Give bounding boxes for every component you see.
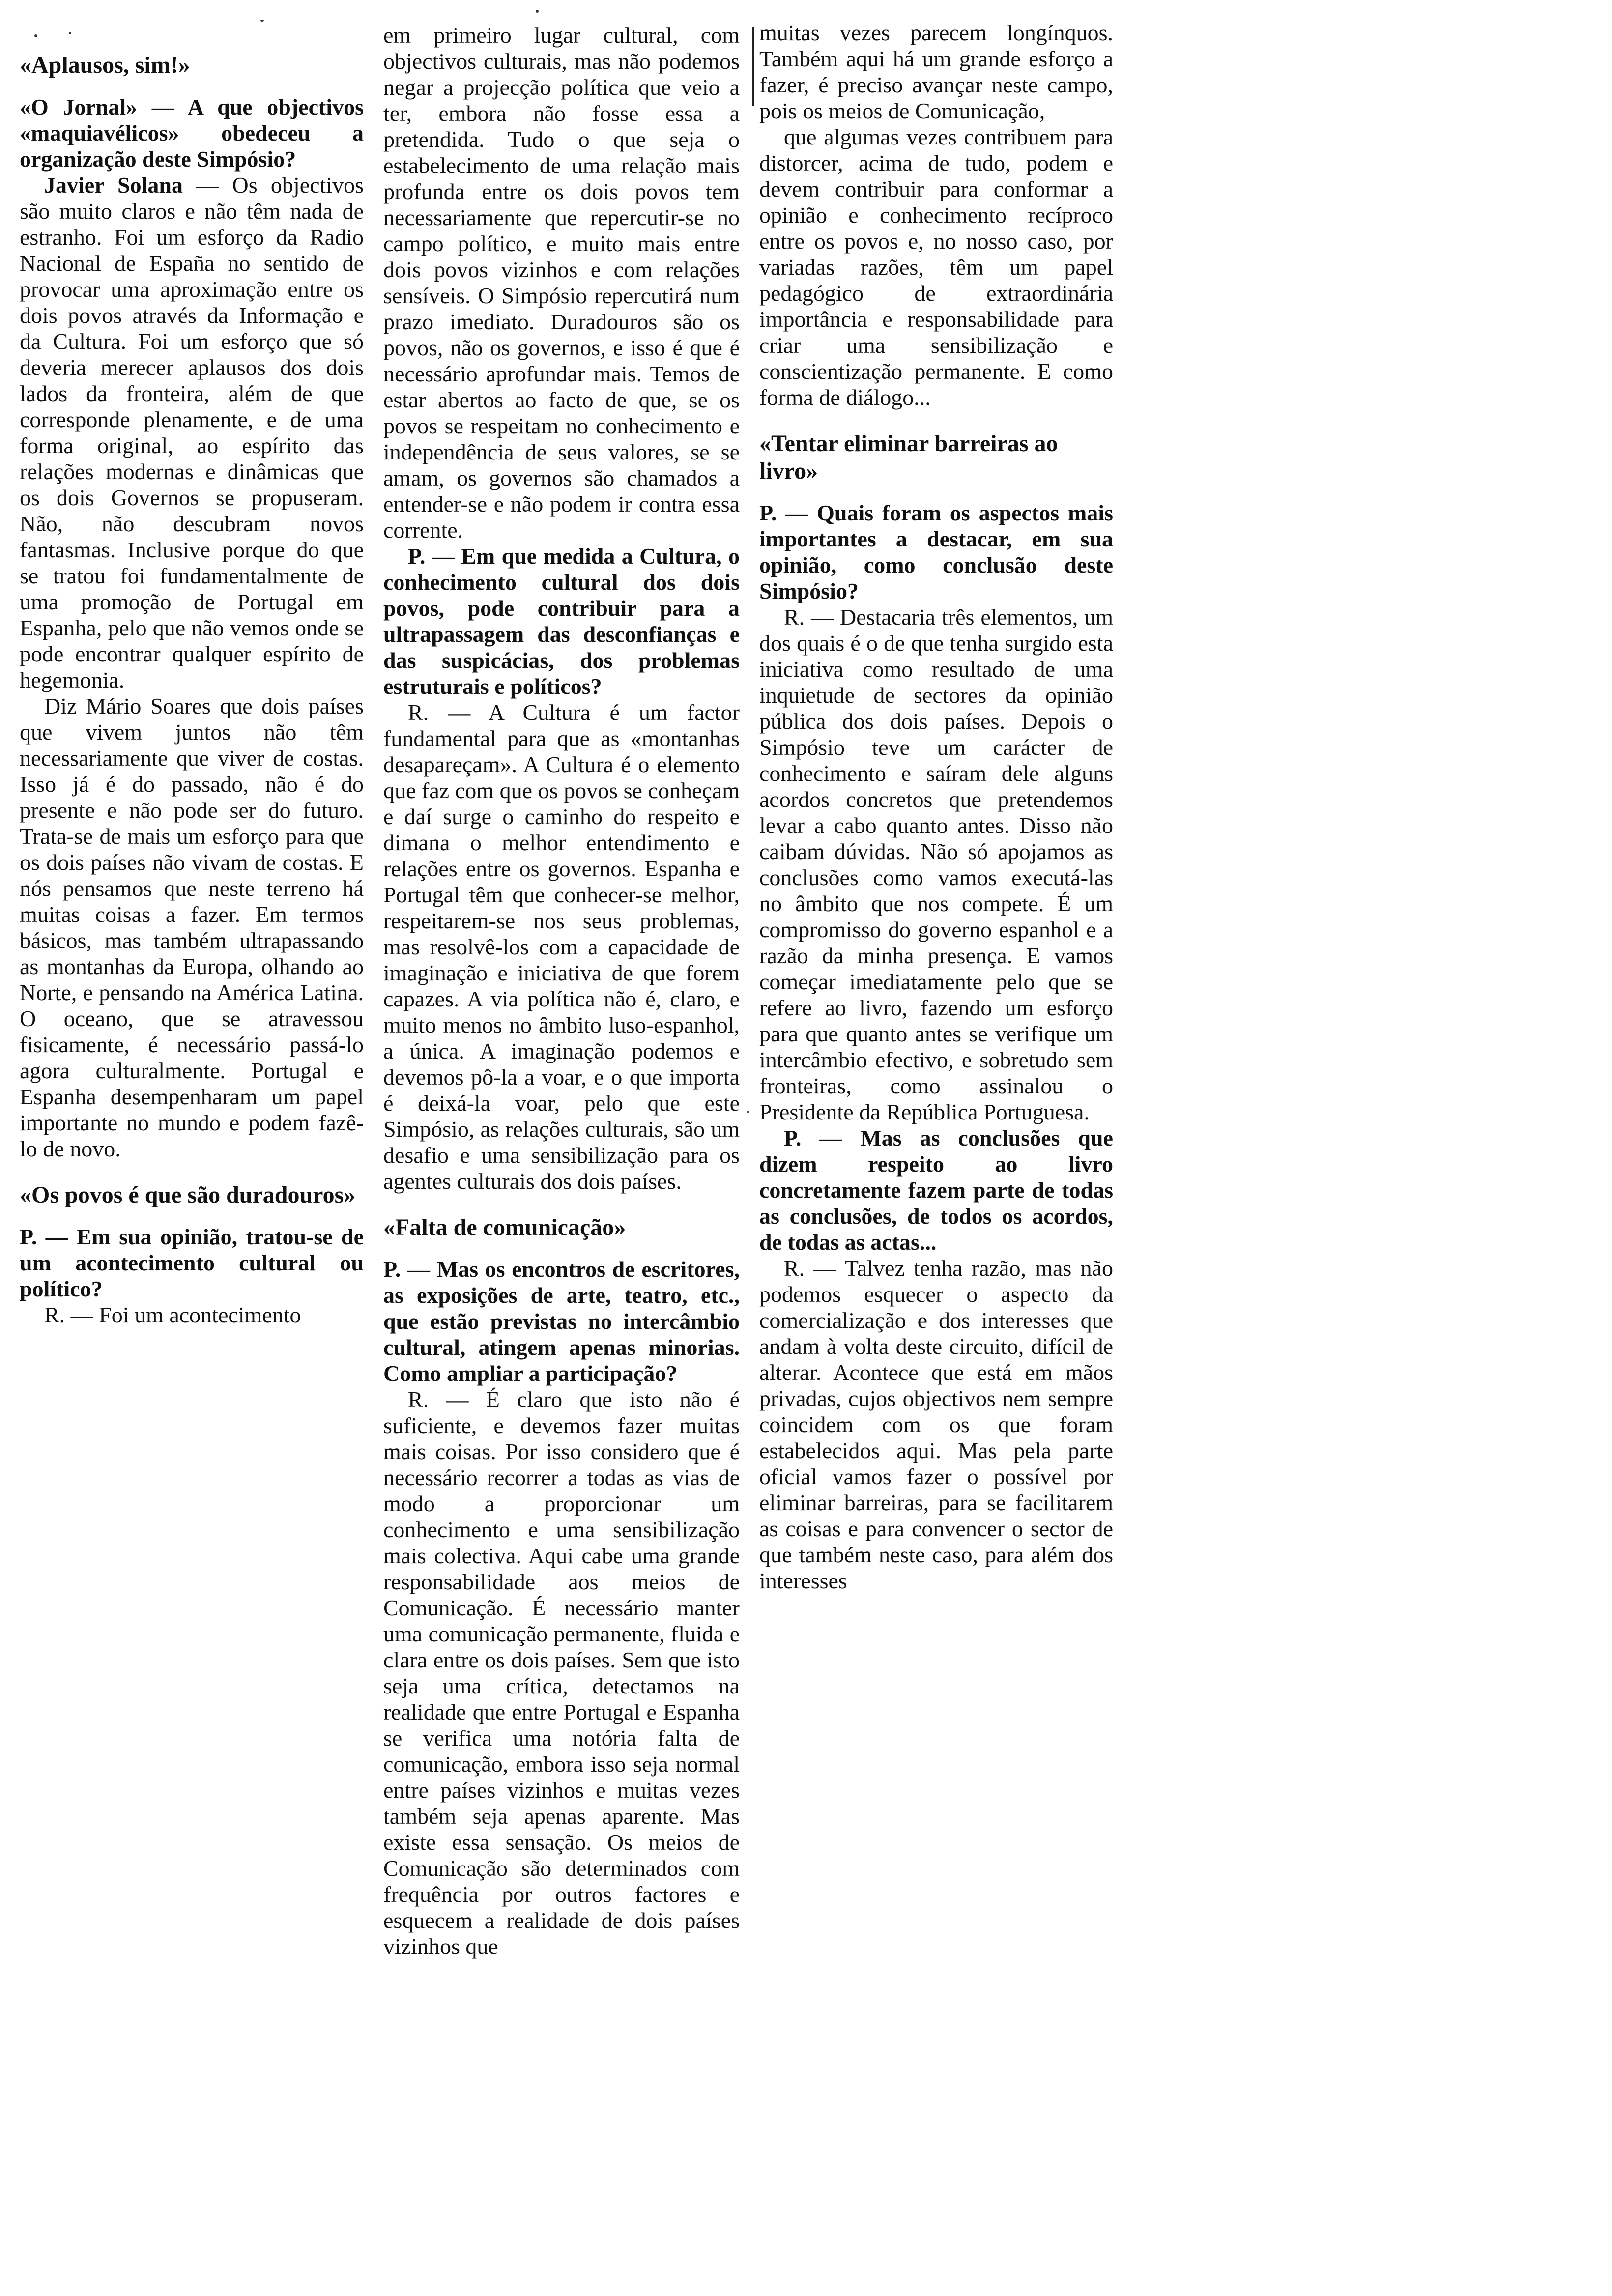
question-1-text: «O Jornal» — A que objectivos «maquiavélicos» obedeceu a organização deste Simpósio? xyxy=(20,94,364,172)
paragraph-soares: Diz Mário Soares que dois países que vivem juntos não têm necessariamente que viver de costas. Isso já é do passado, não é do presente e não pode ser do futuro. Trata-se de mais um esforço para que os dois países não vivam de costas. E nós pensamos que neste terreno há muitas coisas a fazer. Em termos básicos, mas também ultrapassando as montanhas da Europa, olhando ao Norte, e pensando na América Latina. O oceano, que se atravessou fisicamente, é necessário passá-lo agora culturalmente. Portugal e Espanha desempenharam um papel importante no mundo e podem fazê-lo de novo. xyxy=(20,693,364,1161)
answer-5-label: R. — xyxy=(784,604,834,630)
answer-4-text: É claro que isto não é suficiente, e devemos fazer muitas mais coisas. Por isso considero que é necessário recorrer a todas as vias de modo a proporcionar um conhecimento e uma sensibilização mais colectiva. Aqui cabe uma grande responsabilidade aos meios de Comunicação. É necessário manter uma comunicação permanente, fluida e clara entre os dois países. Sem que isto seja uma crítica, detectamos na realidade que entre Portugal e Espanha se verifica uma notória falta de comunicação, embora isso seja normal entre países vizinhos e muitas vezes também seja apenas aparente. Mas existe essa sensação. Os meios de Comunicação são determinados com frequência por outros factores e esquecem a realidade de dois países vizinhos que xyxy=(383,1387,740,1959)
answer-1 xyxy=(20,172,364,693)
question-3-label: P. — xyxy=(408,544,461,569)
question-3 xyxy=(383,543,740,699)
section-heading-aplausos: «Aplausos, sim!» xyxy=(20,52,190,78)
section-heading-povos: «Os povos é que são duradouros» xyxy=(20,1182,356,1208)
scan-speck xyxy=(536,10,539,13)
question-2-label: P. — xyxy=(20,1224,77,1249)
question-6-label: P. — xyxy=(784,1125,861,1150)
answer-6-label: R. — xyxy=(784,1256,836,1281)
question-6 xyxy=(759,1125,1113,1255)
answer-1-speaker: Javier Solana xyxy=(44,172,183,198)
answer-4 xyxy=(383,1386,740,1959)
column-1 xyxy=(20,52,364,1328)
column-rule-mark xyxy=(752,27,754,106)
scan-speck xyxy=(260,20,264,22)
question-5 xyxy=(759,500,1113,604)
answer-4-label: R. — xyxy=(408,1387,469,1412)
answer-3-label: R. — xyxy=(408,700,471,725)
scan-speck xyxy=(69,32,71,34)
answer-2-text: Foi um acontecimento xyxy=(93,1302,301,1327)
question-2 xyxy=(20,1224,364,1302)
section-heading-falta: «Falta de comunicação» xyxy=(383,1214,626,1240)
answer-1-text: — Os objectivos são muito claros e não têm nada de estranho. Foi um esforço da Radio Nacional de España no sentido de provocar uma aproximação entre os dois povos através da Informação e da Cultura. Foi um esforço que só deveria merecer aplausos dos dois lados da fronteira, além de que corresponde plenamente, e de uma forma original, ao espírito das relações modernas e dinâmicas que os dois Governos se propuseram. Não, não descubram novos fantasmas. Inclusive porque do que se tratou foi fundamentalmente de uma promoção de Portugal em Espanha, pelo que não vemos onde se pode encontrar qualquer espírito de hegemonia. xyxy=(20,172,364,692)
answer-5 xyxy=(759,604,1113,1125)
answer-6 xyxy=(759,1255,1113,1594)
answer-2-continued: em primeiro lugar cultural, com objectivos culturais, mas não podemos negar a projecção política que veio a ter, embora não fosse essa a pretendida. Tudo o que seja o estabelecimento de uma relação mais profunda entre os dois povos tem necessariamente que repercutir-se no campo político, e muito mais entre dois povos vizinhos e com relações sensíveis. O Simpósio repercutirá num prazo imediato. Duradouros são os povos, não os governos, e isso é que é necessário aprofundar mais. Temos de estar abertos ao facto de que, se os povos se respeitam no conhecimento e independência de seus valores, se se amam, os governos são chamados a entender-se e não podem ir contra essa corrente. xyxy=(383,23,740,543)
answer-4-continued: muitas vezes parecem longínquos. Também aqui há um grande esforço a fazer, é preciso avançar neste campo, pois os meios de Comunicação, xyxy=(759,20,1113,123)
question-3-text: Em que medida a Cultura, o conhecimento cultural dos dois povos, pode contribuir para a ultrapassagem das desconfianças e das suspicácias, dos problemas estruturais e políticos? xyxy=(383,544,740,699)
answer-3 xyxy=(383,699,740,1194)
question-6-text: Mas as conclusões que dizem respeito ao livro concretamente fazem parte de todas as conclusões, de todos os acordos, de todas as actas... xyxy=(759,1125,1113,1255)
question-4-text: Mas os encontros de escritores, as exposições de arte, teatro, etc., que estão previstas no intercâmbio cultural, atingem apenas minorias. Como ampliar a participação? xyxy=(383,1257,740,1386)
answer-6-text: Talvez tenha razão, mas não podemos esquecer o aspecto da comercialização e dos interesses que andam à volta deste circuito, difícil de alterar. Acontece que está em mãos privadas, cujos objectivos nem sempre coincidem com os que foram estabelecidos aqui. Mas pela parte oficial vamos fazer o possível por eliminar barreiras, para se facilitarem as coisas e para convencer o sector de que também neste caso, para além dos interesses xyxy=(759,1256,1113,1593)
answer-2-label: R. — xyxy=(44,1302,93,1327)
scan-speck xyxy=(34,34,37,37)
question-5-text: Quais foram os aspectos mais importantes a destacar, em sua opinião, como conclusão deste Simpósio? xyxy=(759,500,1113,603)
column-2 xyxy=(383,22,740,1959)
question-2-text: Em sua opinião, tratou-se de um acontecimento cultural ou político? xyxy=(20,1224,364,1301)
answer-3-text: A Cultura é um factor fundamental para que as «montanhas desapareçam». A Cultura é o elemento que faz com que os povos se conheçam e daí surge o caminho do respeito e dimana o melhor entendimento e relações entre os governos. Espanha e Portugal têm que conhecer-se melhor, respeitarem-se nos seus problemas, mas resolvê-los com a capacidade de imaginação e iniciativa de que forem capazes. A via política não é, claro, e muito menos no âmbito luso-espanhol, a única. A imaginação podemos e devemos pô-la a voar, e o que importa é deixá-la voar, pelo que este Simpósio, as relações culturais, são um desafio e uma sensibilização para os agentes culturais dos dois países. xyxy=(383,700,740,1194)
scan-speck xyxy=(747,1111,749,1113)
answer-2 xyxy=(20,1302,364,1328)
question-1 xyxy=(20,94,364,172)
question-4 xyxy=(383,1256,740,1386)
column-3 xyxy=(759,20,1113,1594)
answer-4-continued-2: que algumas vezes contribuem para distorcer, acima de tudo, podem e devem contribuir para conformar a opinião e conhecimento recíproco entre os povos e, no nosso caso, por variadas razões, têm um papel pedagógico de extraordinária importância e responsabilidade para criar uma sensibilização e conscientização permanente. E como forma de diálogo... xyxy=(759,124,1113,410)
answer-5-text: Destacaria três elementos, um dos quais é o de que tenha surgido esta iniciativa como resultado de uma inquietude de sectores da opinião pública dos dois países. Depois o Simpósio teve um carácter de conhecimento e saíram dele alguns acordos concretos que pretendemos levar a cabo quanto antes. Disso não caibam dúvidas. Não só apojamos as conclusões como vamos executá-las no âmbito que nos compete. É um compromisso do governo espanhol e a razão da minha presença. E vamos começar imediatamente pelo que se refere ao livro, fazendo um esforço para que quanto antes se verifique um intercâmbio efectivo, e sobretudo sem fronteiras, como assinalou o Presidente da República Portuguesa. xyxy=(759,604,1113,1124)
question-4-label: P. — xyxy=(383,1257,437,1282)
question-5-label: P. — xyxy=(759,500,817,525)
section-heading-tentar: «Tentar eliminar barreiras ao livro» xyxy=(759,430,1058,484)
